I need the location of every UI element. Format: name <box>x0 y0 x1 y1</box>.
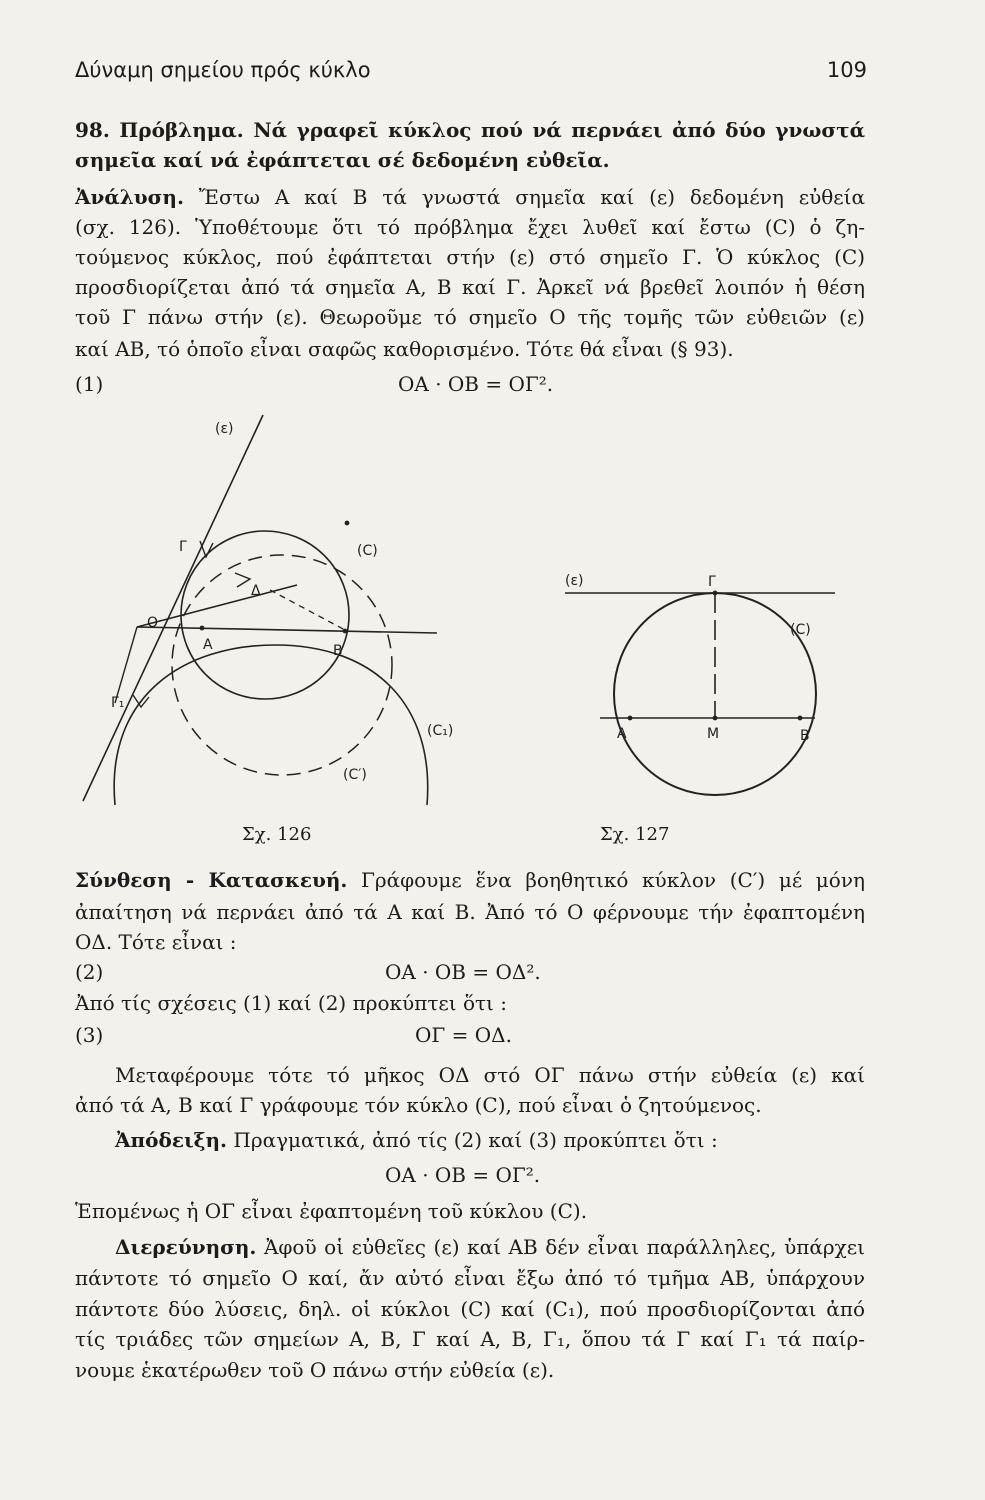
analysis-text-1: Ἔστω Α καί Β τά γνωστά σημεῖα καί (ε) δεδομένη εὐθεία <box>198 185 865 209</box>
label-b: B <box>333 643 343 659</box>
arrow-delta <box>235 573 250 587</box>
synthesis-line-3: ΟΔ. Τότε εἶναι : <box>75 930 237 954</box>
point-gamma-127 <box>713 591 718 596</box>
equation-1-number: (1) <box>75 372 104 396</box>
proof-equation: ΟΑ · ΟΒ = ΟΓ². <box>385 1163 541 1187</box>
label-m-127: M <box>707 726 720 742</box>
label-gamma-127: Γ <box>708 574 716 590</box>
proof-label: Ἀπόδειξη. <box>115 1128 228 1152</box>
dashed-chord <box>270 590 345 630</box>
figure-127-caption: Σχ. 127 <box>600 824 670 845</box>
analysis-line-1 <box>75 183 865 211</box>
discussion-text-1: Ἀφοῦ οἱ εὐθεῖες (ε) καί ΑΒ δέν εἶναι παράλληλες, ὑπάρχει <box>263 1235 866 1259</box>
figure-126 <box>75 405 495 820</box>
circle-c1 <box>114 645 428 805</box>
synthesis-text-1: Γράφουμε ἕνα βοηθητικό κύκλον (C′) μέ μόνη <box>361 868 865 892</box>
proof-line-2: Ἑπομένως ἡ ΟΓ εἶναι ἐφαπτομένη τοῦ κύκλου (C). <box>75 1199 588 1223</box>
analysis-line-4: προσδιορίζεται ἀπό τά σημεῖα Α, Β καί Γ. Ἀρκεῖ νά βρεθεῖ λοιπόν ἡ θέση <box>75 275 865 299</box>
equation-2: ΟΑ · ΟΒ = ΟΔ². <box>385 960 541 984</box>
discussion-line-1 <box>75 1233 865 1261</box>
line-epsilon <box>83 415 263 801</box>
label-a-127: A <box>617 726 627 742</box>
discussion-label: Διερεύνηση. <box>115 1235 257 1259</box>
label-o: O <box>147 615 159 631</box>
equation-1: ΟΑ · ΟΒ = ΟΓ². <box>398 372 554 396</box>
proof-text-1: Πραγματικά, ἀπό τίς (2) καί (3) προκύπτει ὅτι : <box>233 1128 718 1152</box>
figure-126-caption: Σχ. 126 <box>242 824 312 845</box>
point-b <box>343 629 348 634</box>
synthesis-line-5: Μεταφέρουμε τότε τό μῆκος ΟΔ στό ΟΓ πάνω στήν εὐθεία (ε) καί <box>115 1063 865 1087</box>
analysis-line-3: τούμενος κύκλος, πού ἐφάπτεται στήν (ε) στό σημεῖο Γ. Ὁ κύκλος (C) <box>75 245 865 269</box>
analysis-label: Ἀνάλυση. <box>75 185 184 209</box>
equation-3-number: (3) <box>75 1023 104 1047</box>
point-a-127 <box>628 716 633 721</box>
label-b-127: B <box>800 728 810 744</box>
label-a: A <box>203 637 213 653</box>
point-c-center <box>345 521 350 526</box>
page-number: 109 <box>826 58 867 82</box>
figure-127 <box>545 568 845 818</box>
analysis-line-2: (σχ. 126). Ὑποθέτουμε ὅτι τό πρόβλημα ἔχει λυθεῖ καί ἔστω (C) ὁ ζη- <box>75 215 865 239</box>
problem-line-1 <box>75 116 865 144</box>
analysis-line-6: καί ΑΒ, τό ὁποῖο εἶναι σαφῶς καθορισμένο. Τότε θά εἶναι (§ 93). <box>75 337 734 361</box>
synthesis-label: Σύνθεση - Κατασκευή. <box>75 868 348 892</box>
page-header <box>75 58 867 90</box>
discussion-line-5: νουμε ἑκατέρωθεν τοῦ Ο πάνω στήν εὐθεία (ε). <box>75 1358 555 1382</box>
label-gamma1: Γ₁ <box>111 695 125 711</box>
label-delta: Δ <box>251 583 261 599</box>
problem-text-1: Νά γραφεῖ κύκλος πού νά περνάει ἀπό δύο γνωστά <box>253 118 866 142</box>
label-c-prime: (C′) <box>343 767 367 783</box>
synthesis-line-1 <box>75 866 865 894</box>
running-title: Δύναμη σημείου πρός κύκλο <box>75 58 371 82</box>
discussion-line-4: τίς τριάδες τῶν σημείων Α, Β, Γ καί Α, Β, Γ₁, ὅπου τά Γ καί Γ₁ τά παίρ- <box>75 1327 865 1351</box>
equation-2-number: (2) <box>75 960 104 984</box>
label-c: (C) <box>357 543 378 559</box>
arrow-gamma <box>200 541 213 557</box>
circle-c-prime <box>172 555 392 775</box>
synthesis-line-2: ἀπαίτηση νά περνάει ἀπό τά Α καί Β. Ἀπό τό Ο φέρνουμε τήν ἐφαπτομένη <box>75 900 865 924</box>
equation-3: ΟΓ = ΟΔ. <box>415 1023 512 1047</box>
point-a <box>200 626 205 631</box>
discussion-line-2: πάντοτε τό σημεῖο Ο καί, ἄν αὐτό εἶναι ἔξω ἀπό τό τμῆμα ΑΒ, ὑπάρχουν <box>75 1266 865 1290</box>
synthesis-line-4: Ἀπό τίς σχέσεις (1) καί (2) προκύπτει ὅτι : <box>75 991 507 1015</box>
label-epsilon-127: (ε) <box>565 573 584 589</box>
proof-line-1 <box>75 1126 865 1154</box>
problem-line-2: σημεῖα καί νά ἐφάπτεται σέ δεδομένη εὐθεῖα. <box>75 148 610 172</box>
synthesis-line-6: ἀπό τά Α, Β καί Γ γράφουμε τόν κύκλο (C), πού εἶναι ὁ ζητούμενος. <box>75 1093 762 1117</box>
point-m-127 <box>713 716 718 721</box>
label-c-127: (C) <box>790 622 811 638</box>
discussion-line-3: πάντοτε δύο λύσεις, δηλ. οἱ κύκλοι (C) καί (C₁), πού προσδιορίζονται ἀπό <box>75 1297 865 1321</box>
problem-label: 98. Πρόβλημα. <box>75 118 244 142</box>
point-b-127 <box>798 716 803 721</box>
label-c1: (C₁) <box>427 723 454 739</box>
label-epsilon: (ε) <box>215 421 234 437</box>
analysis-line-5: τοῦ Γ πάνω στήν (ε). Θεωροῦμε τό σημεῖο Ο τῆς τομῆς τῶν εὐθειῶν (ε) <box>75 305 865 329</box>
label-gamma: Γ <box>179 539 187 555</box>
